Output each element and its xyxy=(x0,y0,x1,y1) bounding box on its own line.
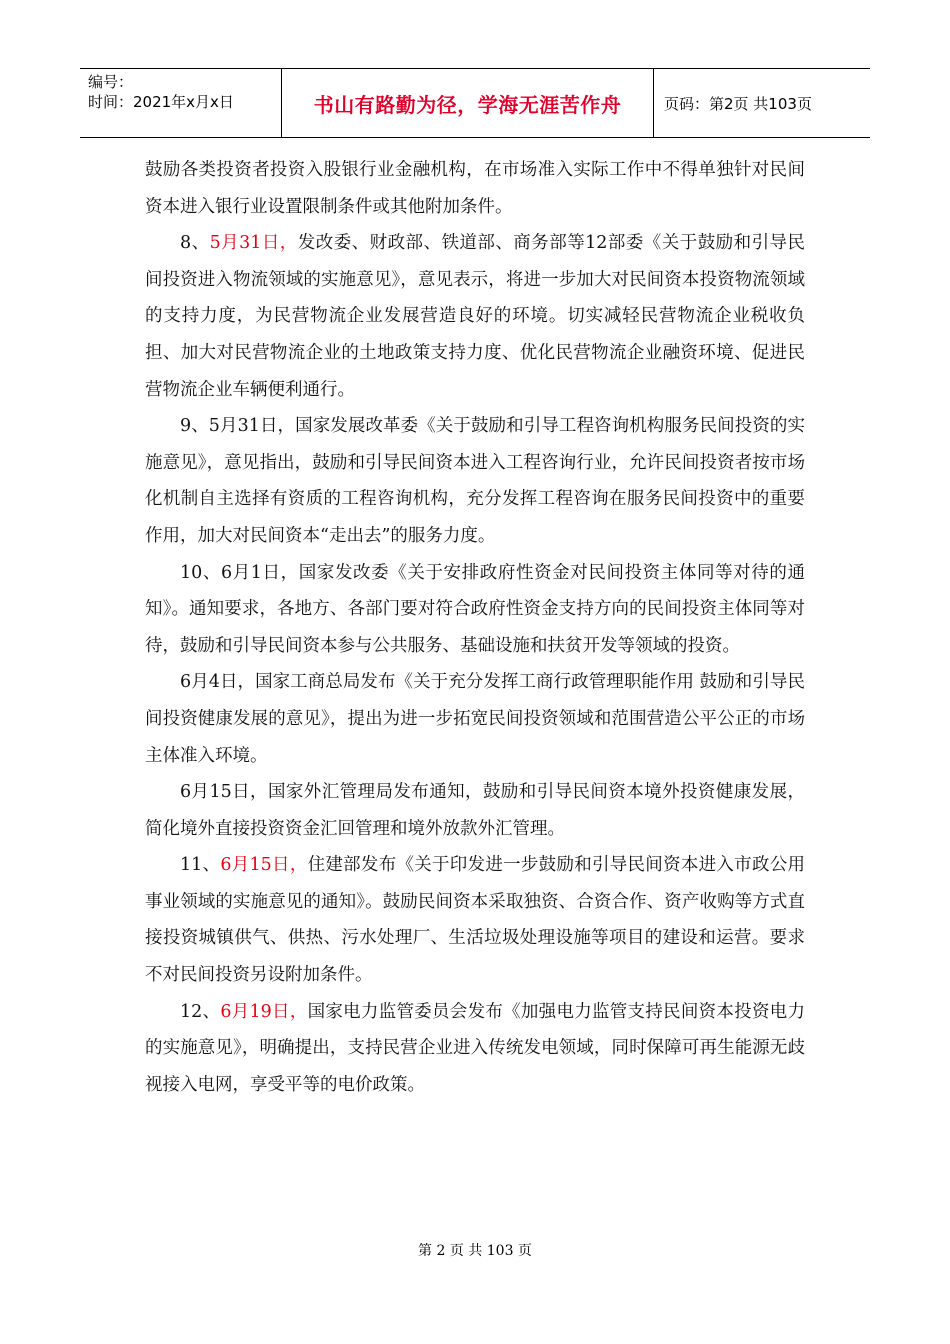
header-motto: 书山有路勤为径，学海无涯苦作舟 xyxy=(282,69,654,137)
paragraph: 11、6月15日，住建部发布《关于印发进一步鼓励和引导民间资本进入市政公用事业领域的实施意见的通知》。鼓励民间资本采取独资、合资合作、资产收购等方式直接投资城镇供气、供热、污水处理厂、生活垃圾处理设施等项目的建设和运营。要求不对民间投资另设附加条件。 xyxy=(145,855,806,986)
code-label: 编号： xyxy=(88,73,134,91)
paragraph: 10、6月1日，国家发改委《关于安排政府性资金对民间投资主体同等对待的通知》。通知要求，各地方、各部门要对符合政府性资金支持方向的民间投资主体同等对待，鼓励和引导民间资本参与公共服务、基础设施和扶贫开发等领域的投资。 xyxy=(145,562,805,656)
document-body xyxy=(145,152,805,1103)
highlighted-date: 6月15日， xyxy=(220,855,308,876)
paragraph: 8、5月31日，发改委、财政部、铁道部、商务部等12部委《关于鼓励和引导民间投资进入物流领域的实施意见》，意见表示，将进一步加大对民间资本投资物流领域的支持力度，为民营物流企业发展营造良好的环境。切实减轻民营物流企业税收负担、加大对民营物流企业的土地政策支持力度、优化民营物流企业融资环境、促进民营物流企业车辆便利通行。 xyxy=(145,233,805,400)
paragraph: 6月4日，国家工商总局发布《关于充分发挥工商行政管理职能作用 鼓励和引导民间投资健康发展的意见》，提出为进一步拓宽民间投资领域和范围营造公平公正的市场主体准入环境。 xyxy=(145,672,805,766)
highlighted-date: 5月31日， xyxy=(209,233,298,254)
date-text: 时间：2021年x月x日 xyxy=(88,93,234,111)
paragraph: 鼓励各类投资者投资入股银行业金融机构，在市场准入实际工作中不得单独针对民间资本进入银行业设置限制条件或其他附加条件。 xyxy=(145,160,805,217)
highlighted-date: 6月19日， xyxy=(220,1001,308,1022)
header-meta xyxy=(80,69,282,137)
paragraph: 6月15日，国家外汇管理局发布通知，鼓励和引导民间资本境外投资健康发展，简化境外直接投资资金汇回管理和境外放款外汇管理。 xyxy=(145,782,805,839)
page-header xyxy=(80,68,870,138)
paragraph: 12、6月19日，国家电力监管委员会发布《加强电力监管支持民间资本投资电力的实施意见》，明确提出，支持民营企业进入传统发电领域，同时保障可再生能源无歧视接入电网，享受平等的电价政策。 xyxy=(145,1001,806,1095)
paragraph: 9、5月31日，国家发展改革委《关于鼓励和引导工程咨询机构服务民间投资的实施意见》，意见指出，鼓励和引导民间资本进入工程咨询行业，允许民间投资者按市场化机制自主选择有资质的工程咨询机构，充分发挥工程咨询在服务民间投资中的重要作用，加大对民间资本“走出去”的服务力度。 xyxy=(145,416,805,546)
page-footer: 第 2 页 共 103 页 xyxy=(418,1243,532,1259)
header-page-number: 页码：第2页 共103页 xyxy=(664,94,812,113)
